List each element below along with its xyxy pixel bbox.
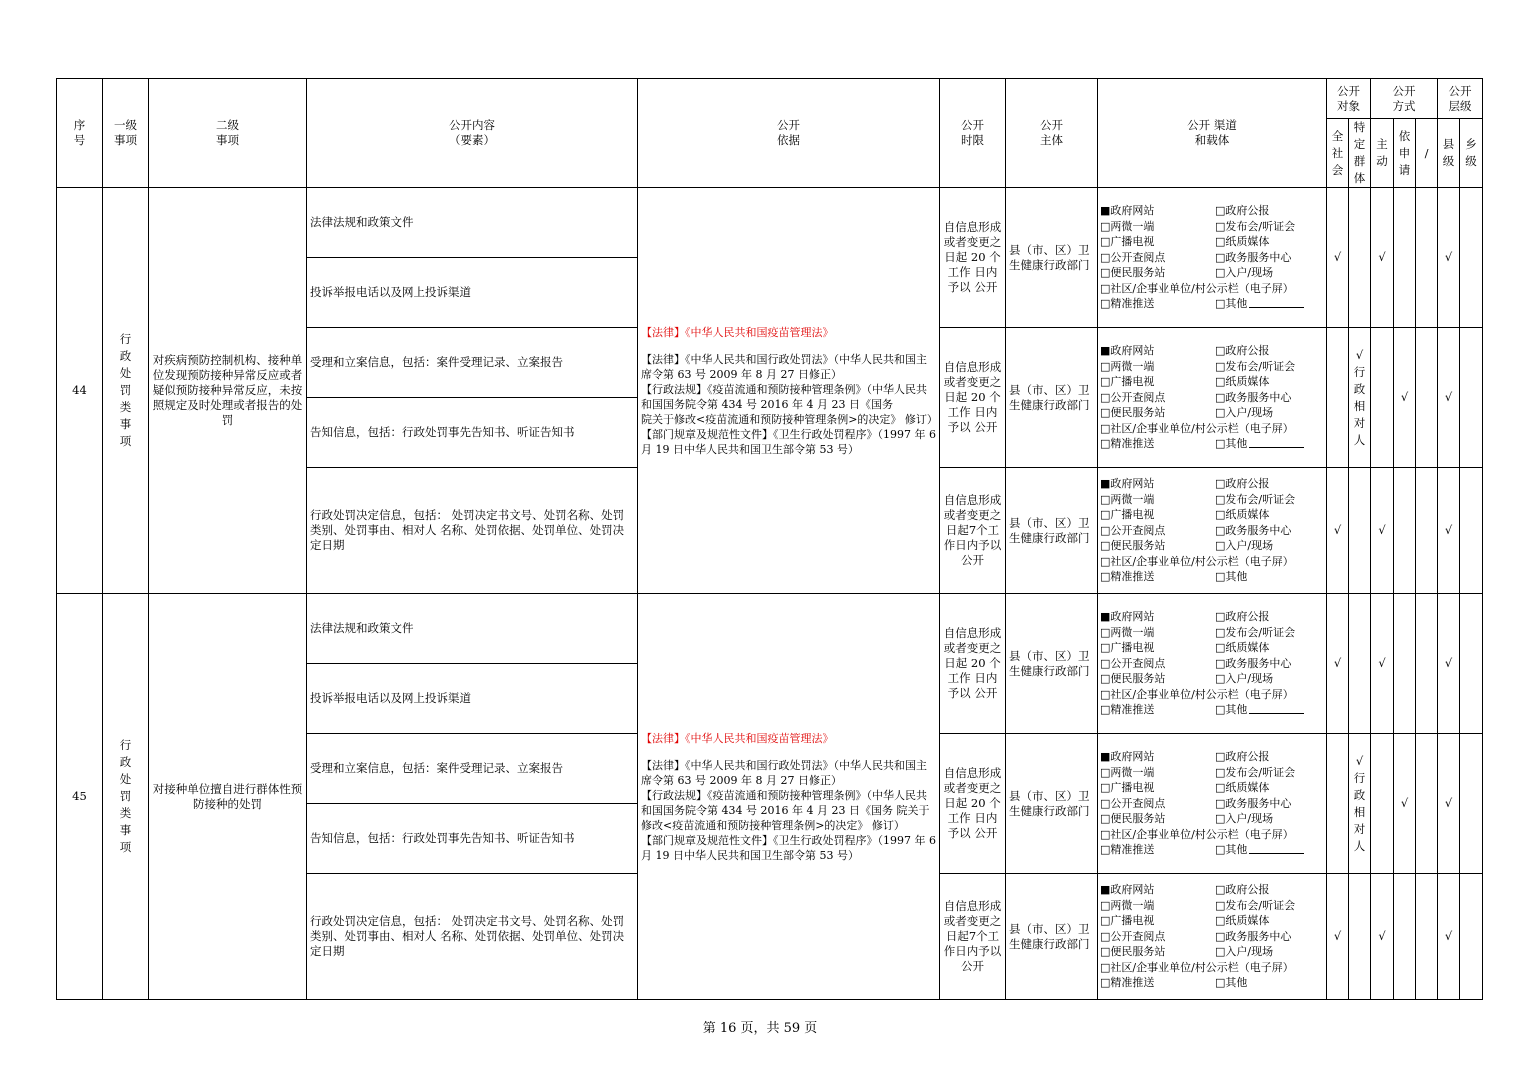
channel-option: □广播电视 bbox=[1100, 235, 1155, 249]
table-row bbox=[57, 594, 1483, 664]
channel-option: □公开查阅点 bbox=[1100, 390, 1166, 404]
channel-option: □入户/现场 bbox=[1215, 539, 1274, 553]
channel-option: ■政府网站 bbox=[1100, 750, 1155, 764]
time-limit: 自信息形成或者变更之日起 20 个工作 日内予以 公开 bbox=[940, 734, 1006, 874]
channel-option: □纸质媒体 bbox=[1215, 914, 1270, 928]
item-level1-line: 类 bbox=[119, 806, 132, 820]
publish-subject: 县（市、区）卫 生健康行政部门 bbox=[1006, 874, 1098, 1000]
method-active-mark: √ bbox=[1371, 874, 1394, 1000]
time-limit: 自信息形成或者变更之日起 20 个工作 日内予以 公开 bbox=[940, 594, 1006, 734]
header-channel-line: 公开 渠道 bbox=[1187, 118, 1237, 132]
publish-subject: 县（市、区）卫 生健康行政部门 bbox=[1006, 328, 1098, 468]
channel-row bbox=[1100, 569, 1324, 585]
basis-cell bbox=[638, 188, 940, 594]
header-target-special bbox=[1349, 119, 1371, 188]
channel-option: □精准推送 bbox=[1100, 437, 1155, 451]
channel-row bbox=[1100, 538, 1324, 554]
header-subject-line: 主体 bbox=[1040, 133, 1063, 147]
channel-option: □广播电视 bbox=[1100, 914, 1155, 928]
channel-option: □其他 bbox=[1215, 843, 1248, 857]
header-level-town bbox=[1460, 119, 1483, 188]
channel-option: □社区/企事业单位/村公示栏（电子屏） bbox=[1100, 421, 1294, 435]
header-subject-line: 公开 bbox=[1040, 118, 1063, 132]
channel-option: □其他 bbox=[1215, 297, 1248, 311]
method-apply-mark bbox=[1394, 594, 1416, 734]
channel-row bbox=[1100, 811, 1324, 827]
channel-option: □其他 bbox=[1215, 570, 1248, 584]
time-limit: 自信息形成或者变更之日起7个工作日内予以公开 bbox=[940, 874, 1006, 1000]
channel-option: □精准推送 bbox=[1100, 297, 1155, 311]
level-county-mark: √ bbox=[1438, 188, 1460, 328]
item-level1-line: 行 bbox=[119, 738, 132, 752]
channel-row bbox=[1100, 898, 1324, 914]
channel-option: □其他 bbox=[1215, 976, 1248, 990]
level-county-mark: √ bbox=[1438, 594, 1460, 734]
channel-option: □纸质媒体 bbox=[1215, 235, 1270, 249]
item-level1-line: 处 bbox=[119, 366, 132, 380]
channel-option: □政府公报 bbox=[1215, 344, 1270, 358]
channel-option: □政务服务中心 bbox=[1215, 796, 1292, 810]
header-timelimit-line: 时限 bbox=[961, 133, 984, 147]
header-target-line: 公开 bbox=[1337, 83, 1360, 98]
item-level1-line: 类 bbox=[119, 400, 132, 414]
channel-cell bbox=[1098, 328, 1327, 468]
channel-option: □政务服务中心 bbox=[1215, 250, 1292, 264]
channel-row bbox=[1100, 882, 1324, 898]
header-target-special-line: 定 bbox=[1353, 137, 1366, 151]
channel-option: □便民服务站 bbox=[1100, 672, 1166, 686]
channel-row bbox=[1100, 390, 1324, 406]
channel-row bbox=[1100, 436, 1324, 452]
channel-cell bbox=[1098, 874, 1327, 1000]
channel-row bbox=[1100, 671, 1324, 687]
item-level1 bbox=[103, 188, 149, 594]
header-level1 bbox=[103, 79, 149, 188]
level-county-mark: √ bbox=[1438, 734, 1460, 874]
channel-option: ■政府网站 bbox=[1100, 610, 1155, 624]
slash-cell bbox=[1416, 468, 1438, 594]
target-special-mark-line: 行 bbox=[1353, 364, 1366, 379]
header-content-line: 公开内容 bbox=[449, 118, 495, 132]
channel-option: □精准推送 bbox=[1100, 570, 1155, 584]
level-town-mark bbox=[1460, 468, 1483, 594]
channel-option: □纸质媒体 bbox=[1215, 375, 1270, 389]
method-apply-mark bbox=[1394, 468, 1416, 594]
disclosure-table bbox=[56, 78, 1483, 1000]
channel-option: □政府公报 bbox=[1215, 610, 1270, 624]
channel-row bbox=[1100, 523, 1324, 539]
content-cell: 行政处罚决定信息，包括： 处罚决定书文号、处罚名称、处罚类别、处罚事由、相对人 名称、处罚依据、处罚单位、处罚决定日期 bbox=[307, 874, 638, 1000]
target-special-mark bbox=[1349, 468, 1371, 594]
channel-row bbox=[1100, 625, 1324, 641]
channel-cell bbox=[1098, 734, 1327, 874]
header-target-all-line: 社 bbox=[1331, 145, 1344, 160]
target-special-mark bbox=[1349, 594, 1371, 734]
header-target-special-line: 群 bbox=[1353, 154, 1366, 168]
channel-option: □社区/企事业单位/村公示栏（电子屏） bbox=[1100, 687, 1294, 701]
target-special-mark-line: √ bbox=[1355, 347, 1364, 362]
content-cell: 行政处罚决定信息，包括： 处罚决定书文号、处罚名称、处罚类别、处罚事由、相对人 名称、处罚依据、处罚单位、处罚决定日期 bbox=[307, 468, 638, 594]
header-basis-line: 公开 bbox=[777, 118, 800, 132]
header-method-line: 方式 bbox=[1392, 98, 1416, 113]
header-target-special-line: 体 bbox=[1353, 171, 1366, 185]
channel-option: □社区/企事业单位/村公示栏（电子屏） bbox=[1100, 827, 1294, 841]
publish-subject: 县（市、区）卫 生健康行政部门 bbox=[1006, 734, 1098, 874]
channel-option: □政府公报 bbox=[1215, 204, 1270, 218]
channel-option: □政府公报 bbox=[1215, 883, 1270, 897]
channel-option: □广播电视 bbox=[1100, 781, 1155, 795]
channel-option: □广播电视 bbox=[1100, 508, 1155, 522]
channel-option: □公开查阅点 bbox=[1100, 656, 1166, 670]
header-target-all bbox=[1327, 119, 1349, 188]
target-special-mark-line: 对 bbox=[1353, 415, 1366, 430]
channel-option: □公开查阅点 bbox=[1100, 250, 1166, 264]
header-target-all-line: 全 bbox=[1331, 128, 1344, 143]
channel-row bbox=[1100, 765, 1324, 781]
channel-option: □两微一端 bbox=[1100, 898, 1155, 912]
channel-option: □纸质媒体 bbox=[1215, 641, 1270, 655]
header-method-apply-line: 依 bbox=[1398, 128, 1411, 143]
header-level-county-line: 级 bbox=[1442, 154, 1455, 168]
channel-option: □政府公报 bbox=[1215, 750, 1270, 764]
header-level-county bbox=[1438, 119, 1460, 188]
header-method-apply bbox=[1394, 119, 1416, 188]
level-town-mark bbox=[1460, 328, 1483, 468]
channel-row bbox=[1100, 796, 1324, 812]
content-cell: 受理和立案信息，包括：案件受理记录、立案报告 bbox=[307, 734, 638, 804]
item-level1-line: 项 bbox=[119, 434, 132, 448]
basis-line: 【部门规章及规范性文件】《卫生行政处罚程序》（1997 年 6 月 19 日中华人民共和国卫生部令第 53 号） bbox=[641, 833, 936, 862]
header-method-apply-line: 申 bbox=[1398, 145, 1411, 160]
target-special-mark bbox=[1349, 734, 1371, 874]
slash-cell bbox=[1416, 328, 1438, 468]
channel-option: □精准推送 bbox=[1100, 843, 1155, 857]
channel-row bbox=[1100, 374, 1324, 390]
header-method-apply-line: 请 bbox=[1398, 162, 1411, 177]
header-level-line: 公开 bbox=[1448, 83, 1472, 98]
page-footer: 第 16 页，共 59 页 bbox=[702, 1021, 818, 1036]
channel-option: □发布会/听证会 bbox=[1215, 765, 1296, 779]
header-level1-line: 一级 bbox=[114, 118, 137, 132]
header-level2-line: 事项 bbox=[216, 133, 239, 147]
item-level1-line: 罚 bbox=[119, 789, 132, 803]
channel-option: □便民服务站 bbox=[1100, 812, 1166, 826]
header-level1-line: 事项 bbox=[114, 133, 137, 147]
channel-option: □精准推送 bbox=[1100, 976, 1155, 990]
item-no: 45 bbox=[57, 594, 103, 1000]
channel-option: ■政府网站 bbox=[1100, 883, 1155, 897]
header-level-town-line: 级 bbox=[1465, 154, 1477, 168]
item-level2: 对接种单位擅自进行群体性预防接种的处罚 bbox=[149, 594, 307, 1000]
channel-row bbox=[1100, 656, 1324, 672]
channel-option: □政务服务中心 bbox=[1215, 656, 1292, 670]
slash-cell bbox=[1416, 188, 1438, 328]
channel-option: □便民服务站 bbox=[1100, 406, 1166, 420]
channel-option: □公开查阅点 bbox=[1100, 929, 1166, 943]
blank-line bbox=[1249, 842, 1304, 854]
time-limit: 自信息形成或者变更之日起7个工作日内予以公开 bbox=[940, 468, 1006, 594]
channel-option: □便民服务站 bbox=[1100, 945, 1166, 959]
item-level1 bbox=[103, 594, 149, 1000]
publish-subject: 县（市、区）卫 生健康行政部门 bbox=[1006, 468, 1098, 594]
channel-row bbox=[1100, 944, 1324, 960]
basis-line: 【部门规章及规范性文件】《卫生行政处罚程序》（1997 年 6 月 19 日中华人民共和国卫生部令第 53 号） bbox=[641, 427, 936, 456]
content-cell: 告知信息，包括：行政处罚事先告知书、听证告知书 bbox=[307, 804, 638, 874]
target-all-mark: √ bbox=[1327, 594, 1349, 734]
item-level1-line: 行 bbox=[119, 332, 132, 346]
method-apply-mark bbox=[1394, 188, 1416, 328]
channel-option: □精准推送 bbox=[1100, 703, 1155, 717]
channel-option: □广播电视 bbox=[1100, 375, 1155, 389]
channel-row bbox=[1100, 749, 1324, 765]
header-level bbox=[1438, 79, 1483, 119]
level-town-mark bbox=[1460, 594, 1483, 734]
header-method-active bbox=[1371, 119, 1394, 188]
header-no bbox=[57, 79, 103, 188]
level-county-mark: √ bbox=[1438, 468, 1460, 594]
header-timelimit bbox=[940, 79, 1006, 188]
channel-option: □广播电视 bbox=[1100, 641, 1155, 655]
publish-subject: 县（市、区）卫 生健康行政部门 bbox=[1006, 594, 1098, 734]
basis-law-highlight: 【法律】《中华人民共和国疫苗管理法》 bbox=[641, 325, 834, 339]
target-all-mark bbox=[1327, 328, 1349, 468]
target-special-mark-line: 政 bbox=[1353, 787, 1366, 802]
channel-row bbox=[1100, 507, 1324, 523]
channel-option: □入户/现场 bbox=[1215, 812, 1274, 826]
channel-option: ■政府网站 bbox=[1100, 477, 1155, 491]
channel-row bbox=[1100, 913, 1324, 929]
method-active-mark bbox=[1371, 734, 1394, 874]
time-limit: 自信息形成或者变更之日起 20 个工作 日内予以 公开 bbox=[940, 328, 1006, 468]
item-level2: 对疾病预防控制机构、接种单位发现预防接种异常反应或者疑似预防接种异常反应，未按照规定及时处理或者报告的处罚 bbox=[149, 188, 307, 594]
header-no-line: 号 bbox=[73, 133, 86, 147]
header-channel-line: 和载体 bbox=[1194, 133, 1230, 147]
table-row bbox=[57, 188, 1483, 258]
target-all-mark: √ bbox=[1327, 468, 1349, 594]
target-all-mark bbox=[1327, 734, 1349, 874]
publish-subject: 县（市、区）卫 生健康行政部门 bbox=[1006, 188, 1098, 328]
content-cell: 受理和立案信息，包括：案件受理记录、立案报告 bbox=[307, 328, 638, 398]
channel-option: □政务服务中心 bbox=[1215, 390, 1292, 404]
header-target bbox=[1327, 79, 1371, 119]
method-active-mark bbox=[1371, 328, 1394, 468]
channel-option: □纸质媒体 bbox=[1215, 508, 1270, 522]
channel-option: □发布会/听证会 bbox=[1215, 219, 1296, 233]
channel-option: □公开查阅点 bbox=[1100, 523, 1166, 537]
basis-line: 院关于修改<疫苗流通和预防接种管理条例>的决定》 修订） bbox=[641, 412, 938, 426]
target-special-mark-line: √ bbox=[1355, 753, 1364, 768]
target-special-mark-line: 人 bbox=[1353, 432, 1366, 447]
content-cell: 法律法规和政策文件 bbox=[307, 188, 638, 258]
target-all-mark: √ bbox=[1327, 874, 1349, 1000]
level-county-mark: √ bbox=[1438, 874, 1460, 1000]
channel-cell bbox=[1098, 468, 1327, 594]
method-apply-mark: √ bbox=[1394, 734, 1416, 874]
method-apply-mark: √ bbox=[1394, 328, 1416, 468]
channel-option: □入户/现场 bbox=[1215, 406, 1274, 420]
target-special-mark bbox=[1349, 328, 1371, 468]
channel-option: □政务服务中心 bbox=[1215, 929, 1292, 943]
slash-cell bbox=[1416, 734, 1438, 874]
header-target-line: 对象 bbox=[1337, 98, 1360, 113]
header-level-county-line: 县 bbox=[1442, 137, 1455, 151]
item-level1-line: 罚 bbox=[119, 383, 132, 397]
target-special-mark-line: 人 bbox=[1353, 838, 1366, 853]
level-county-mark: √ bbox=[1438, 328, 1460, 468]
channel-option: □社区/企事业单位/村公示栏（电子屏） bbox=[1100, 554, 1294, 568]
target-special-mark bbox=[1349, 874, 1371, 1000]
channel-option: □便民服务站 bbox=[1100, 266, 1166, 280]
target-special-mark-line: 政 bbox=[1353, 381, 1366, 396]
item-no: 44 bbox=[57, 188, 103, 594]
channel-row bbox=[1100, 343, 1324, 359]
header-timelimit-line: 公开 bbox=[961, 118, 984, 132]
basis-line: 【法律】《中华人民共和国行政处罚法》（中华人民共和国主席令第 63 号 2009 年 8 月 27 日修正） bbox=[641, 352, 927, 381]
basis-law-highlight: 【法律】《中华人民共和国疫苗管理法》 bbox=[641, 731, 834, 745]
header-row bbox=[57, 79, 1483, 119]
target-special-mark-line: 对 bbox=[1353, 821, 1366, 836]
channel-row bbox=[1100, 640, 1324, 656]
target-special-mark bbox=[1349, 188, 1371, 328]
header-basis-line: 依据 bbox=[777, 133, 800, 147]
slash-cell bbox=[1416, 874, 1438, 1000]
channel-row bbox=[1100, 609, 1324, 625]
channel-option: □两微一端 bbox=[1100, 625, 1155, 639]
channel-option: □两微一端 bbox=[1100, 219, 1155, 233]
channel-option: ■政府网站 bbox=[1100, 204, 1155, 218]
channel-cell bbox=[1098, 188, 1327, 328]
item-level1-line: 项 bbox=[119, 840, 132, 854]
blank-line bbox=[1249, 702, 1304, 714]
level-town-mark bbox=[1460, 874, 1483, 1000]
header-channel bbox=[1098, 79, 1327, 188]
header-basis bbox=[638, 79, 940, 188]
basis-line: 【法律】《中华人民共和国行政处罚法》（中华人民共和国主席令第 63 号 2009 年 8 月 27 日修正） bbox=[641, 758, 927, 787]
channel-option: □其他 bbox=[1215, 703, 1248, 717]
method-apply-mark bbox=[1394, 874, 1416, 1000]
channel-option: □两微一端 bbox=[1100, 359, 1155, 373]
channel-row bbox=[1100, 975, 1324, 991]
header-method bbox=[1371, 79, 1438, 119]
item-level1-line: 政 bbox=[119, 755, 132, 769]
header-method-active-line: 主 bbox=[1376, 137, 1388, 151]
time-limit: 自信息形成或者变更之日起 20 个工作 日内予以 公开 bbox=[940, 188, 1006, 328]
method-active-mark: √ bbox=[1371, 594, 1394, 734]
channel-row bbox=[1100, 780, 1324, 796]
method-active-mark: √ bbox=[1371, 188, 1394, 328]
slash-cell bbox=[1416, 594, 1438, 734]
basis-cell bbox=[638, 594, 940, 1000]
channel-option: □政务服务中心 bbox=[1215, 523, 1292, 537]
channel-option: □发布会/听证会 bbox=[1215, 492, 1296, 506]
channel-row bbox=[1100, 250, 1324, 266]
channel-option: □入户/现场 bbox=[1215, 945, 1274, 959]
channel-option: □两微一端 bbox=[1100, 492, 1155, 506]
channel-row bbox=[1100, 476, 1324, 492]
channel-row bbox=[1100, 702, 1324, 718]
channel-option: □社区/企事业单位/村公示栏（电子屏） bbox=[1100, 281, 1294, 295]
channel-option: □社区/企事业单位/村公示栏（电子屏） bbox=[1100, 960, 1294, 974]
target-special-mark-line: 相 bbox=[1353, 804, 1366, 819]
blank-line bbox=[1249, 296, 1304, 308]
content-cell: 告知信息，包括：行政处罚事先告知书、听证告知书 bbox=[307, 398, 638, 468]
channel-row bbox=[1100, 296, 1324, 312]
item-level1-line: 政 bbox=[119, 349, 132, 363]
content-cell: 投诉举报电话以及网上投诉渠道 bbox=[307, 664, 638, 734]
channel-row bbox=[1100, 234, 1324, 250]
header-target-all-line: 会 bbox=[1331, 162, 1344, 177]
channel-row bbox=[1100, 219, 1324, 235]
channel-row bbox=[1100, 405, 1324, 421]
header-method-line: 公开 bbox=[1392, 83, 1416, 98]
header-slash: / bbox=[1416, 119, 1438, 188]
basis-line: 【行政法规】《疫苗流通和预防接种管理条例》（中华人民共和国国务院令第 434 号 2016 年 4 月 23 日《国务 bbox=[641, 382, 927, 411]
level-town-mark bbox=[1460, 734, 1483, 874]
content-cell: 法律法规和政策文件 bbox=[307, 594, 638, 664]
channel-option: □纸质媒体 bbox=[1215, 781, 1270, 795]
channel-option: □发布会/听证会 bbox=[1215, 625, 1296, 639]
blank-line bbox=[1249, 436, 1304, 448]
channel-row bbox=[1100, 492, 1324, 508]
channel-option: □入户/现场 bbox=[1215, 672, 1274, 686]
item-level1-line: 事 bbox=[119, 823, 132, 837]
header-method-active-line: 动 bbox=[1376, 154, 1388, 168]
channel-option: □两微一端 bbox=[1100, 765, 1155, 779]
channel-option: □政府公报 bbox=[1215, 477, 1270, 491]
header-level-line: 层级 bbox=[1448, 98, 1472, 113]
content-cell: 投诉举报电话以及网上投诉渠道 bbox=[307, 258, 638, 328]
target-all-mark: √ bbox=[1327, 188, 1349, 328]
header-content bbox=[307, 79, 638, 188]
channel-row bbox=[1100, 203, 1324, 219]
item-level1-line: 事 bbox=[119, 417, 132, 431]
channel-row bbox=[1100, 842, 1324, 858]
method-active-mark: √ bbox=[1371, 468, 1394, 594]
channel-row bbox=[1100, 929, 1324, 945]
channel-option: □其他 bbox=[1215, 437, 1248, 451]
channel-row bbox=[1100, 359, 1324, 375]
level-town-mark bbox=[1460, 188, 1483, 328]
header-no-line: 序 bbox=[73, 118, 86, 132]
target-special-mark-line: 相 bbox=[1353, 398, 1366, 413]
header-level-town-line: 乡 bbox=[1465, 137, 1477, 151]
header-subject bbox=[1006, 79, 1098, 188]
header-level2-line: 二级 bbox=[216, 118, 239, 132]
channel-option: □公开查阅点 bbox=[1100, 796, 1166, 810]
channel-option: ■政府网站 bbox=[1100, 344, 1155, 358]
channel-option: □发布会/听证会 bbox=[1215, 898, 1296, 912]
channel-option: □入户/现场 bbox=[1215, 266, 1274, 280]
channel-row bbox=[1100, 265, 1324, 281]
basis-line: 【行政法规】《疫苗流通和预防接种管理条例》（中华人民共和国国务院令第 434 号 2016 年 4 月 23 日《国务 院关于修改<疫苗流通和预防接种管理条例>的决定》 修订） bbox=[641, 788, 930, 832]
channel-cell bbox=[1098, 594, 1327, 734]
header-content-line: （要素） bbox=[449, 133, 495, 147]
header-level2 bbox=[149, 79, 307, 188]
item-level1-line: 处 bbox=[119, 772, 132, 786]
header-target-special-line: 特 bbox=[1353, 120, 1366, 134]
target-special-mark-line: 行 bbox=[1353, 770, 1366, 785]
channel-option: □发布会/听证会 bbox=[1215, 359, 1296, 373]
channel-option: □便民服务站 bbox=[1100, 539, 1166, 553]
